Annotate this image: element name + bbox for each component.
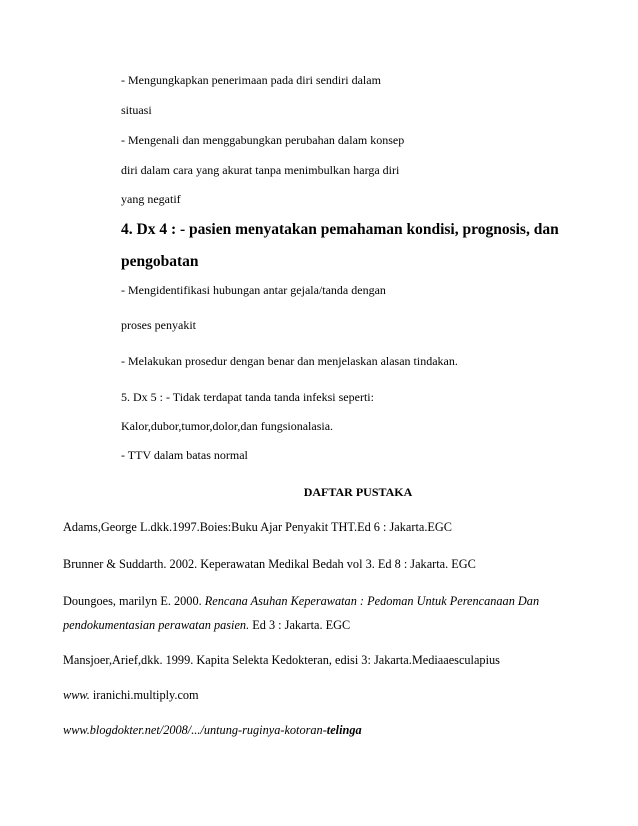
reference-item: Adams,George L.dkk.1997.Boies:Buku Ajar Penyakit THT.Ed 6 : Jakarta.EGC	[63, 520, 453, 534]
reference-link-text: www.blogdokter.net/2008/.../untung-ruginya-kotoran-	[63, 723, 327, 737]
reference-item: Brunner & Suddarth. 2002. Keperawatan Medikal Bedah vol 3. Ed 8 : Jakarta. EGC	[63, 557, 476, 571]
reference-link-emphasis: telinga	[326, 723, 362, 737]
references-heading: DAFTAR PUSTAKA	[303, 485, 413, 499]
body-line: situasi	[121, 103, 152, 117]
dx4-item: - Mengidentifikasi hubungan antar gejala/tanda dengan	[121, 283, 386, 297]
reference-item	[63, 594, 539, 608]
body-line: - Mengungkapkan penerimaan pada diri sendiri dalam	[121, 73, 381, 87]
dx4-heading-line2: pengobatan	[121, 253, 199, 270]
reference-link[interactable]	[63, 688, 199, 702]
reference-item: Mansjoer,Arief,dkk. 1999. Kapita Selekta Kedokteran, edisi 3: Jakarta.Mediaaesculapius	[63, 653, 500, 667]
reference-link-prefix: www.	[63, 688, 90, 702]
dx5-line: Kalor,dubor,tumor,dolor,dan fungsionalasia.	[121, 419, 334, 433]
reference-item-continued	[63, 618, 350, 632]
reference-title: pendokumentasian perawatan pasien.	[63, 618, 250, 632]
dx4-item: - Melakukan prosedur dengan benar dan menjelaskan alasan tindakan.	[121, 354, 458, 368]
dx4-item: proses penyakit	[121, 318, 196, 332]
reference-text: Ed 3 : Jakarta. EGC	[249, 618, 351, 632]
reference-title: Rencana Asuhan Keperawatan : Pedoman Untuk Perencanaan Dan	[204, 594, 540, 608]
reference-link-text: iranichi.multiply.com	[89, 688, 199, 702]
body-line: - Mengenali dan menggabungkan perubahan dalam konsep	[121, 133, 405, 147]
dx5-line: 5. Dx 5 : - Tidak terdapat tanda tanda infeksi seperti:	[121, 390, 374, 404]
body-line: yang negatif	[121, 192, 181, 206]
reference-link[interactable]	[63, 723, 362, 737]
dx4-heading-line1: 4. Dx 4 : - pasien menyatakan pemahaman kondisi, prognosis, dan	[121, 221, 559, 238]
reference-text: Doungoes, marilyn E. 2000.	[63, 594, 205, 608]
body-line: diri dalam cara yang akurat tanpa menimbulkan harga diri	[121, 163, 400, 177]
dx5-line: - TTV dalam batas normal	[121, 448, 248, 462]
